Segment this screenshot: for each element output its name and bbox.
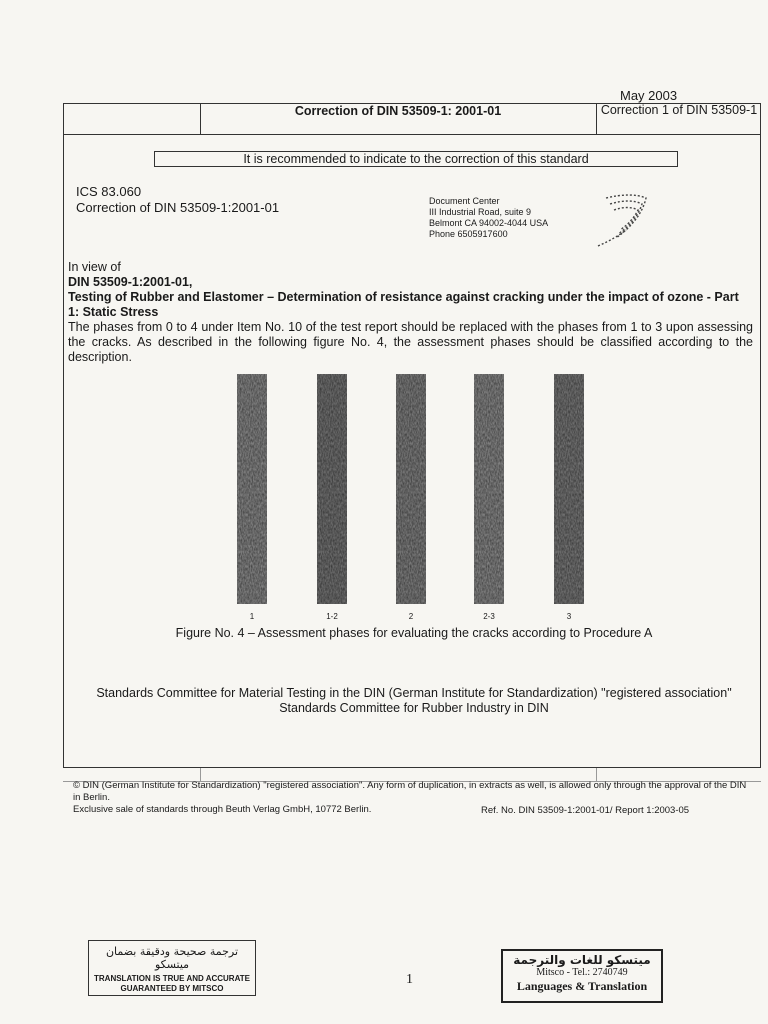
strip-label: 2	[408, 612, 414, 621]
intro-line: In view of	[68, 260, 121, 274]
ics-code: ICS 83.060	[76, 184, 142, 199]
strip-label: 1-2	[326, 612, 338, 621]
correction-title: Correction of DIN 53509-1: 2001-01	[294, 104, 502, 118]
committee-line-1: Standards Committee for Material Testing in the DIN (German Institute for Standardization) "registered association"	[96, 686, 732, 700]
recommendation-box: It is recommended to indicate to the correction of this standard	[154, 151, 678, 167]
assessment-strip	[317, 374, 347, 604]
page-number: 1	[406, 972, 413, 987]
stamp-arabic-text: ترجمة صحيحة ودقيقة بضمان ميتسكو	[105, 945, 239, 971]
standard-number: DIN 53509-1:2001-01,	[68, 275, 193, 289]
copyright-text: © DIN (German Institute for Standardization) "registered association". Any form of duplication, in extracts as well, is allowed only through the approval of the DIN in Berlin.	[73, 780, 747, 803]
strip-label: 3	[566, 612, 572, 621]
assessment-strip	[474, 374, 504, 604]
header-divider	[596, 103, 597, 135]
document-date: May 2003	[620, 88, 678, 103]
strip-texture	[237, 374, 267, 604]
mitsco-phone: Mitsco - Tel.: 2740749	[536, 967, 628, 978]
body-text	[68, 260, 753, 365]
assessment-strip	[554, 374, 584, 604]
figure-caption: Figure No. 4 – Assessment phases for evaluating the cracks according to Procedure A	[175, 626, 653, 640]
correction-reference: Correction of DIN 53509-1:2001-01	[76, 200, 280, 215]
committee-line-2: Standards Committee for Rubber Industry in DIN	[279, 701, 549, 715]
strip-texture	[396, 374, 426, 604]
strip-texture	[317, 374, 347, 604]
document-center-name: Document Center	[429, 196, 500, 206]
assessment-strip	[237, 374, 267, 604]
standard-title: Testing of Rubber and Elastomer – Determination of resistance against cracking under the impact of ozone - Part 1: Static Stress	[68, 290, 739, 319]
mitsco-name: Languages & Translation	[516, 979, 648, 993]
document-center-address2: Belmont CA 94002-4044 USA	[429, 218, 549, 228]
noise-defs	[0, 0, 1, 1]
document-center-logo-icon	[596, 190, 652, 250]
document-center-phone: Phone 6505917600	[429, 229, 508, 239]
sale-text: Exclusive sale of standards through Beuth Verlag GmbH, 10772 Berlin.	[73, 804, 372, 815]
mitsco-arabic-name: ميتسكو للغات والترجمة	[513, 953, 651, 967]
ics-block	[76, 184, 279, 216]
committee-block	[64, 686, 764, 716]
correction-number: Correction 1 of DIN 53509-1	[600, 103, 758, 117]
mitsco-stamp	[501, 949, 663, 1003]
strip-label: 1	[249, 612, 255, 621]
document-center-address1: III Industrial Road, suite 9	[429, 207, 532, 217]
strip-texture	[554, 374, 584, 604]
translation-stamp	[88, 940, 256, 996]
body-paragraph: The phases from 0 to 4 under Item No. 10 of the test report should be replaced with the phases from 1 to 3 upon assessing the cracks. As described in the following figure No. 4, the assessment phases should be classified according to the description.	[68, 320, 753, 364]
strip-texture	[474, 374, 504, 604]
stamp-english-text: TRANSLATION IS TRUE AND ACCURATE GUARANTEED BY MITSCO	[94, 974, 250, 993]
strip-label: 2-3	[483, 612, 495, 621]
assessment-strip	[396, 374, 426, 604]
reference-number: Ref. No. DIN 53509-1:2001-01/ Report 1:2003-05	[481, 805, 690, 816]
document-center-address	[429, 196, 548, 240]
